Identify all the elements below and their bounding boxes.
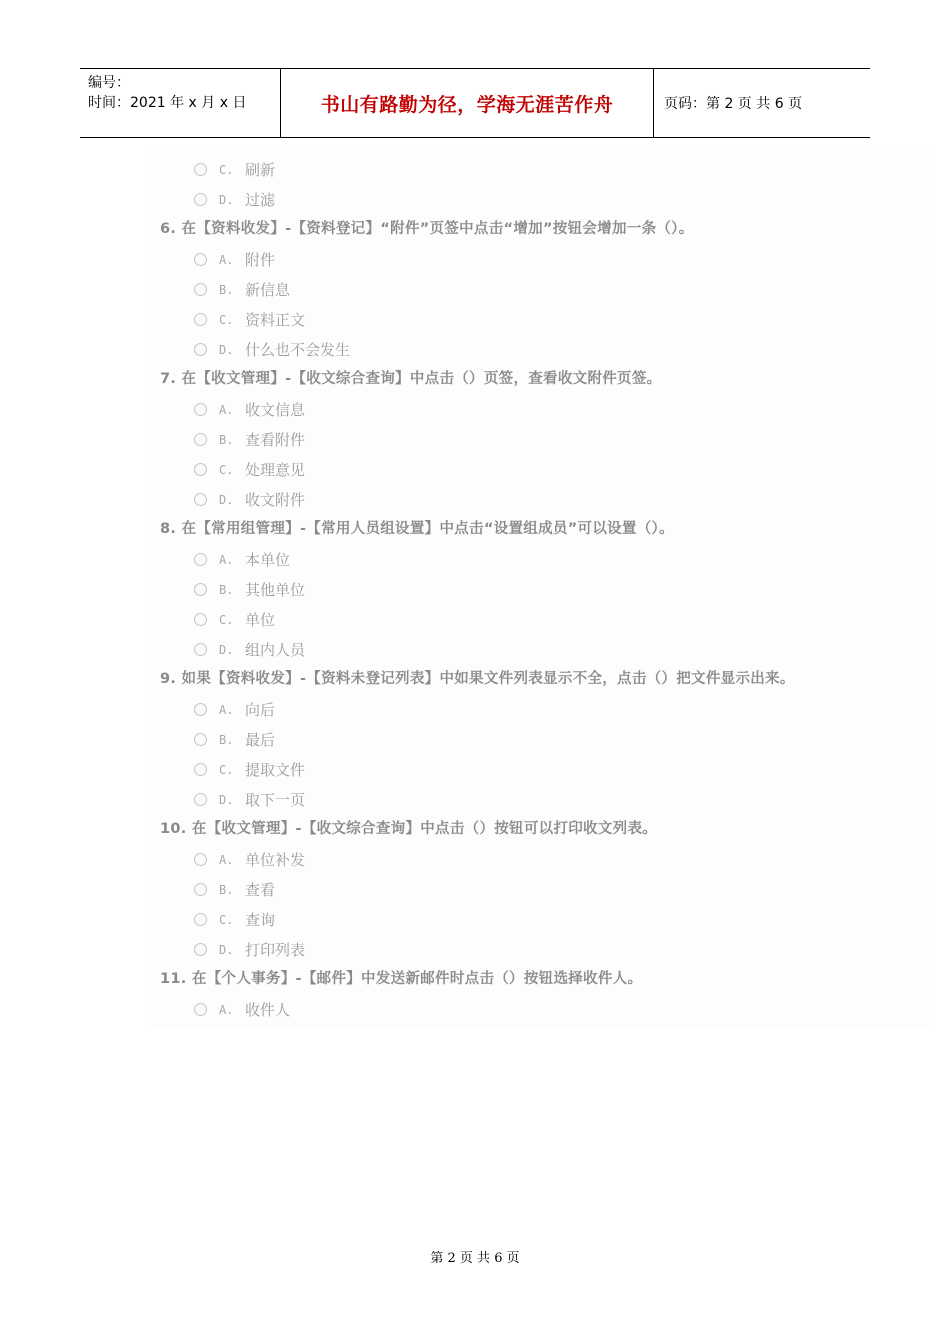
- option-text: 查询: [245, 911, 276, 929]
- option-letter: B.: [219, 732, 234, 747]
- option-letter: B.: [219, 882, 234, 897]
- radio-button[interactable]: [194, 553, 207, 566]
- option-text: 单位补发: [245, 851, 306, 869]
- radio-button[interactable]: [194, 313, 207, 326]
- answer-option[interactable]: [194, 309, 305, 330]
- option-letter: A.: [219, 402, 234, 417]
- option-letter: A.: [219, 252, 234, 267]
- question-text: 11. 在【个人事务】-【邮件】中发送新邮件时点击（）按钮选择收件人。: [160, 971, 643, 987]
- header-slogan-cell: [281, 69, 654, 137]
- option-letter: D.: [219, 342, 234, 357]
- radio-button[interactable]: [194, 253, 207, 266]
- option-text: 资料正文: [245, 311, 306, 329]
- answer-option[interactable]: [194, 939, 305, 960]
- header-page-cell: [654, 69, 870, 137]
- radio-button[interactable]: [194, 943, 207, 956]
- answer-option[interactable]: [194, 849, 305, 870]
- question-text: 7. 在【收文管理】-【收文综合查询】中点击（）页签，查看收文附件页签。: [160, 371, 662, 387]
- answer-option[interactable]: [194, 249, 275, 270]
- option-letter: D.: [219, 492, 234, 507]
- option-letter: A.: [219, 852, 234, 867]
- question-text: 8. 在【常用组管理】-【常用人员组设置】中点击“设置组成员”可以设置（）。: [160, 521, 674, 537]
- option-letter: C.: [219, 612, 234, 627]
- option-letter: C.: [219, 162, 234, 177]
- option-text: 单位: [245, 611, 276, 629]
- answer-option[interactable]: [194, 879, 275, 900]
- radio-button[interactable]: [194, 643, 207, 656]
- radio-button[interactable]: [194, 1003, 207, 1016]
- option-text: 查看: [245, 881, 276, 899]
- option-text: 刷新: [245, 161, 276, 179]
- option-letter: A.: [219, 1002, 234, 1017]
- answer-option[interactable]: [194, 399, 305, 420]
- answer-option[interactable]: [194, 909, 275, 930]
- option-text: 打印列表: [245, 941, 306, 959]
- option-letter: D.: [219, 792, 234, 807]
- option-letter: C.: [219, 762, 234, 777]
- answer-option[interactable]: [194, 579, 305, 600]
- option-text: 提取文件: [245, 761, 306, 779]
- page-label: 页码：第 2 页 共 6 页: [664, 96, 803, 112]
- radio-button[interactable]: [194, 853, 207, 866]
- radio-button[interactable]: [194, 733, 207, 746]
- option-letter: C.: [219, 462, 234, 477]
- radio-button[interactable]: [194, 463, 207, 476]
- answer-option[interactable]: [194, 429, 305, 450]
- option-text: 最后: [245, 731, 276, 749]
- answer-option[interactable]: [194, 639, 305, 660]
- option-text: 查看附件: [245, 431, 306, 449]
- answer-option[interactable]: [194, 999, 290, 1020]
- option-text: 过滤: [245, 191, 276, 209]
- question-text: 6. 在【资料收发】-【资料登记】“附件”页签中点击“增加”按钮会增加一条（）。: [160, 221, 694, 237]
- header-slogan: 书山有路勤为径，学海无涯苦作舟: [320, 93, 614, 116]
- header-meta: [80, 69, 281, 137]
- answer-option[interactable]: [194, 549, 290, 570]
- radio-button[interactable]: [194, 703, 207, 716]
- option-letter: D.: [219, 942, 234, 957]
- option-text: 取下一页: [245, 791, 306, 809]
- answer-option[interactable]: [194, 159, 275, 180]
- page-header: [80, 68, 870, 138]
- option-letter: B.: [219, 282, 234, 297]
- option-text: 附件: [245, 251, 276, 269]
- radio-button[interactable]: [194, 193, 207, 206]
- option-text: 向后: [245, 701, 276, 719]
- question-text: 10. 在【收文管理】-【收文综合查询】中点击（）按钮可以打印收文列表。: [160, 821, 658, 837]
- radio-button[interactable]: [194, 433, 207, 446]
- answer-option[interactable]: [194, 789, 305, 810]
- option-letter: C.: [219, 312, 234, 327]
- option-letter: A.: [219, 552, 234, 567]
- answer-option[interactable]: [194, 339, 350, 360]
- radio-button[interactable]: [194, 763, 207, 776]
- option-letter: A.: [219, 702, 234, 717]
- radio-button[interactable]: [194, 913, 207, 926]
- radio-button[interactable]: [194, 343, 207, 356]
- answer-option[interactable]: [194, 699, 275, 720]
- option-letter: D.: [219, 192, 234, 207]
- option-text: 收文附件: [245, 491, 306, 509]
- radio-button[interactable]: [194, 613, 207, 626]
- time-label: 时间：2021 年 x 月 x 日: [88, 95, 247, 111]
- option-letter: C.: [219, 912, 234, 927]
- answer-option[interactable]: [194, 759, 305, 780]
- radio-button[interactable]: [194, 793, 207, 806]
- radio-button[interactable]: [194, 163, 207, 176]
- option-text: 处理意见: [245, 461, 306, 479]
- radio-button[interactable]: [194, 883, 207, 896]
- option-letter: D.: [219, 642, 234, 657]
- answer-option[interactable]: [194, 189, 275, 210]
- page-footer: 第 2 页 共 6 页: [430, 1251, 520, 1266]
- number-label: 编号：: [88, 75, 130, 91]
- radio-button[interactable]: [194, 583, 207, 596]
- answer-option[interactable]: [194, 279, 290, 300]
- radio-button[interactable]: [194, 493, 207, 506]
- quiz-screenshot: [146, 150, 930, 1028]
- radio-button[interactable]: [194, 283, 207, 296]
- answer-option[interactable]: [194, 609, 275, 630]
- option-text: 本单位: [245, 551, 291, 569]
- answer-option[interactable]: [194, 489, 305, 510]
- option-letter: B.: [219, 432, 234, 447]
- option-text: 新信息: [245, 281, 291, 299]
- option-letter: B.: [219, 582, 234, 597]
- question-text: 9. 如果【资料收发】-【资料未登记列表】中如果文件列表显示不全，点击（）把文件显示出来。: [160, 671, 795, 687]
- option-text: 其他单位: [245, 581, 306, 599]
- answer-option[interactable]: [194, 729, 275, 750]
- option-text: 组内人员: [245, 641, 306, 659]
- option-text: 收文信息: [245, 401, 306, 419]
- option-text: 什么也不会发生: [245, 341, 351, 359]
- answer-option[interactable]: [194, 459, 305, 480]
- radio-button[interactable]: [194, 403, 207, 416]
- option-text: 收件人: [245, 1001, 291, 1019]
